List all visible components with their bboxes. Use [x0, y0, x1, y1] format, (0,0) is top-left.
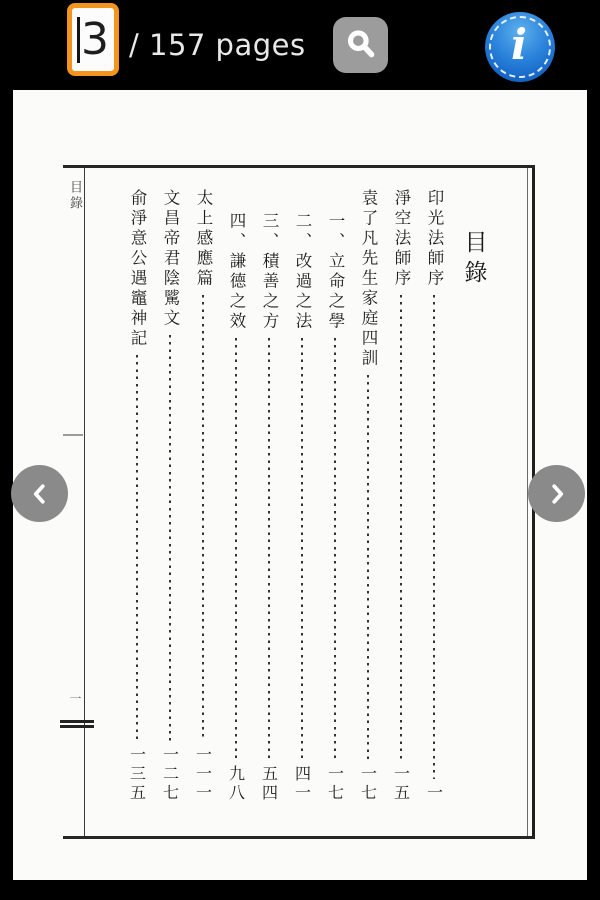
toolbar — [0, 0, 600, 90]
dotted-leader — [235, 338, 238, 760]
dotted-leader — [400, 295, 403, 760]
dotted-leader — [136, 355, 139, 741]
fold-mark — [63, 434, 83, 436]
book-page-frame — [63, 165, 535, 839]
toc-entry — [358, 168, 378, 803]
toc-entry-page: 四一 — [292, 765, 312, 803]
toc-entry-page: 一七 — [358, 765, 378, 803]
search-button[interactable] — [333, 17, 388, 73]
toc-entry-page: 一七 — [325, 765, 345, 803]
toc-entry — [160, 168, 180, 803]
dotted-leader — [202, 295, 205, 741]
dotted-leader — [334, 338, 337, 760]
page-viewer[interactable] — [13, 90, 587, 880]
toc-entry — [259, 168, 279, 803]
dotted-leader — [301, 338, 304, 760]
chevron-right-icon — [542, 479, 572, 509]
toc-title-column — [457, 168, 491, 803]
toc-entry — [325, 168, 345, 803]
dotted-leader — [169, 335, 172, 741]
toc-entry-title: 俞淨意公遇竈神記 — [128, 189, 147, 349]
dotted-leader — [367, 375, 370, 760]
info-icon: i — [511, 20, 527, 69]
toc-entry — [391, 168, 411, 803]
toc-entry — [292, 168, 312, 803]
total-pages-label: / 157 pages — [129, 28, 306, 62]
toc-entry-page: 一二七 — [160, 746, 180, 803]
toc-entry-title: 二、改過之法 — [293, 212, 312, 332]
toc-entry-title: 三、積善之方 — [260, 212, 279, 332]
toc-entry-page: 九八 — [226, 765, 246, 803]
toc-entry-title: 四、謙德之效 — [227, 212, 246, 332]
toc-entry-title: 一、立命之學 — [326, 212, 345, 332]
page-title: 目錄 — [460, 230, 487, 290]
toc-entry-title: 袁了凡先生家庭四訓 — [359, 189, 378, 369]
toc-columns — [85, 168, 527, 836]
chevron-left-icon — [25, 479, 55, 509]
page-number-input[interactable] — [67, 3, 119, 76]
toc-entry — [226, 168, 246, 803]
page-number-value: 3 — [81, 13, 109, 65]
dotted-leader — [268, 338, 271, 760]
search-icon — [343, 26, 379, 65]
toc-entry-page: 一一一 — [193, 746, 213, 803]
toc-entry-title: 淨空法師序 — [392, 189, 411, 289]
next-page-button[interactable] — [528, 465, 585, 522]
toc-entry-title: 太上感應篇 — [194, 189, 213, 289]
prev-page-button[interactable] — [11, 465, 68, 522]
toc-entry-page: 一 — [424, 784, 444, 803]
info-button[interactable] — [485, 12, 555, 82]
toc-entry-title: 印光法師序 — [425, 189, 444, 289]
toc-entry-title: 文昌帝君陰騭文 — [161, 189, 180, 329]
toc-entry-page: 一五 — [391, 765, 411, 803]
toc-entry-page: 五四 — [259, 765, 279, 803]
folio-number: 一 — [68, 692, 82, 704]
text-cursor — [77, 17, 80, 63]
running-head: 目錄 — [67, 180, 82, 212]
toc-entry — [424, 168, 444, 803]
dotted-leader — [433, 295, 436, 779]
toc-entry-page: 一三五 — [127, 746, 147, 803]
toc-entry — [127, 168, 147, 803]
toc-entry — [193, 168, 213, 803]
